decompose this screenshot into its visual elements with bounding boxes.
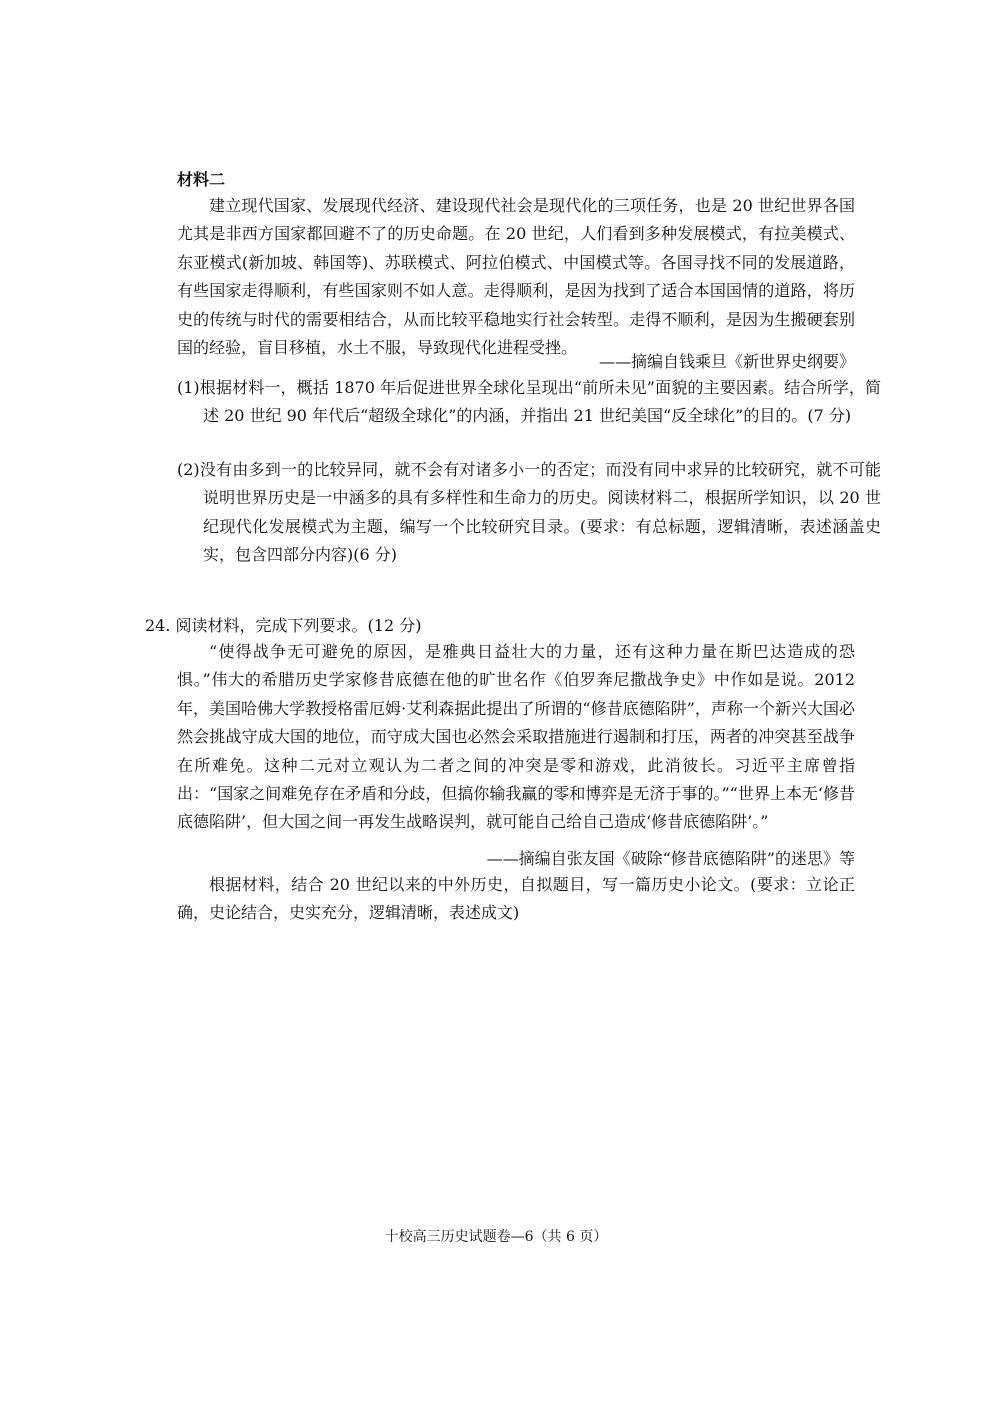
question-24-material: “使得战争无可避免的原因，是雅典日益壮大的力量，还有这种力量在斯巴达造成的恐惧。”伟大的希腊历史学家修昔底德在他的旷世名作《伯罗奔尼撒战争史》中作如是说。2012 年，美国哈佛大学教授格雷厄姆·艾利森据此提出了所谓的“修昔底德陷阱”，声称一个新兴大国必然会挑战守成大国的地位，而守成大国也必然会采取措施进行遏制和打压，两者的冲突甚至战争在所难免。这种二元对立观认为二者之间的冲突是零和游戏，此消彼长。习近平主席曾指出：“国家之间难免存在矛盾和分歧，但搞你输我赢的零和博弈是无济于事的。”“世界上本无‘修昔底德陷阱’，但大国之间一再发生战略误判，就可能自己给自己造成‘修昔底德陷阱’。” (177, 642, 855, 832)
question-2: (2)没有由多到一的比较异同，就不会有对诸多小一的否定；而没有同中求异的比较研究，就不可能说明世界历史是一中涵多的具有多样性和生命力的历史。阅读材料二，根据所学知识，以 20 世纪现代化发展模式为主题，编写一个比较研究目录。(要求：有总标题，逻辑清晰，表述涵盖史实，包含四部分内容)(6 分) (177, 460, 881, 565)
question-24-task: 根据材料，结合 20 世纪以来的中外历史，自拟题目，写一篇历史小论文。(要求：立论正确，史论结合，史实充分，逻辑清晰，表述成文) (177, 875, 855, 923)
page-footer: 十校高三历史试题卷—6（共 6 页） (384, 1229, 608, 1245)
question-24-source: ——摘编自张友国《破除“修昔底德陷阱”的迷思》等 (486, 849, 855, 868)
material-2-heading: 材料二 (177, 170, 226, 189)
material-2-text: 建立现代国家、发展现代经济、建设现代社会是现代化的三项任务，也是 20 世纪世界各国尤其是非西方国家都回避不了的历史命题。在 20 世纪，人们看到多种发展模式，有拉美模式、东亚模式(新加坡、韩国等)、苏联模式、阿拉伯模式、中国模式等。各国寻找不同的发展道路，有些国家走得顺利，有些国家则不如人意。走得顺利，是因为找到了适合本国国情的道路，将历史的传统与时代的需要相结合，从而比较平稳地实行社会转型。走得不顺利，是因为生搬硬套别国的经验，盲目移植，水土不服，导致现代化进程受挫。 (177, 196, 855, 358)
question-24-title: 24. 阅读材料，完成下列要求。(12 分) (145, 616, 422, 635)
material-2-source: ——摘编自钱乘旦《新世界史纲要》 (598, 352, 855, 371)
question-1: (1)根据材料一，概括 1870 年后促进世界全球化呈现出“前所未见”面貌的主要因素。结合所学，简述 20 世纪 90 年代后“超级全球化”的内涵，并指出 21 世纪美国“反全球化”的目的。(7 分) (177, 378, 881, 426)
